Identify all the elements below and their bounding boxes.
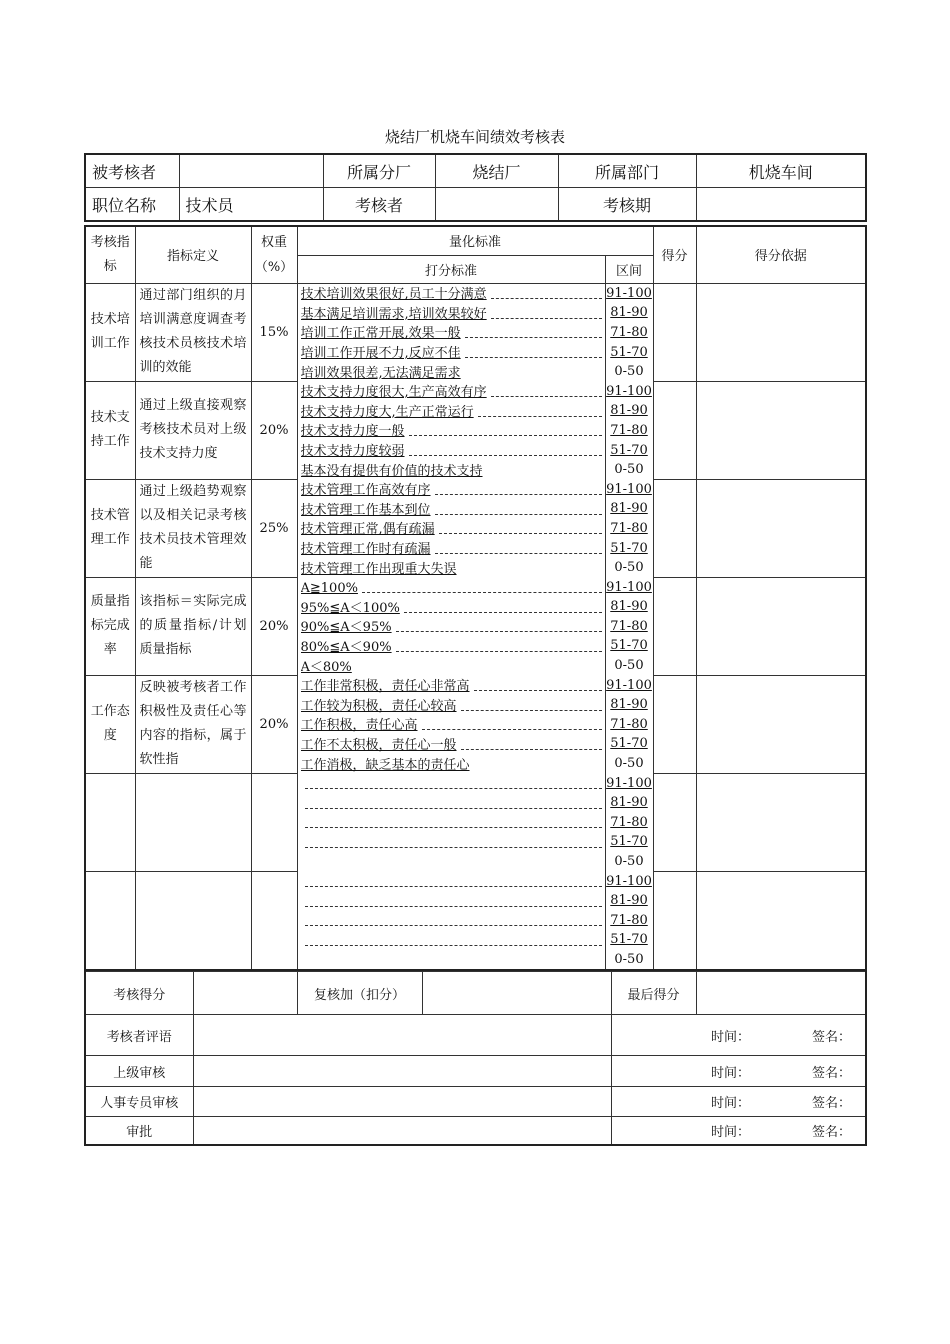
criteria-text: 技术培训效果很好,员工十分满意 [300, 287, 487, 303]
criteria-cell [297, 440, 605, 460]
criteria-cell [297, 715, 605, 735]
dashed-line [305, 906, 602, 907]
final-label: 最后得分 [611, 972, 696, 1015]
criteria-cell [297, 734, 605, 754]
range-cell [605, 930, 653, 950]
range-cell [605, 519, 653, 539]
dashed-line [305, 808, 602, 809]
criteria-text: 80%≦A＜90% [300, 639, 392, 655]
indicator-weight: 20% [251, 675, 297, 773]
range-text: 0-50 [614, 756, 644, 772]
indicator-name [85, 871, 135, 970]
review-field[interactable] [422, 972, 611, 1015]
time-label: 时间： [710, 1125, 750, 1141]
criteria-cell [297, 303, 605, 323]
indicator-name [85, 773, 135, 871]
range-cell [605, 715, 653, 735]
criteria-text: 基本没有提供有价值的技术支持 [300, 463, 483, 479]
criteria-cell [297, 636, 605, 656]
criteria-text: 工作消极，缺乏基本的责任心 [300, 757, 470, 773]
position-value[interactable]: 技术员 [179, 188, 323, 222]
dept-value[interactable]: 机烧车间 [696, 154, 866, 188]
period-label: 考核期 [558, 188, 696, 222]
header-range: 区间 [605, 255, 653, 283]
score-field[interactable] [653, 479, 696, 577]
criteria-text: 工作非常积极，责任心非常高 [300, 679, 470, 695]
dashed-line [305, 847, 602, 848]
criteria-cell [297, 695, 605, 715]
range-text: 51-70 [610, 834, 648, 850]
indicator-weight [251, 773, 297, 871]
dashed-line [362, 592, 602, 593]
criteria-text: 工作积极，责任心高 [300, 718, 418, 734]
range-cell [605, 421, 653, 441]
range-cell [605, 303, 653, 323]
header-indicator: 考核指标 [85, 226, 135, 283]
page-title: 烧结厂机烧车间绩效考核表 [384, 128, 565, 146]
range-cell [605, 499, 653, 519]
indicator-weight: 25% [251, 479, 297, 577]
criteria-cell [297, 871, 605, 891]
range-text: 0-50 [614, 854, 644, 870]
range-cell [605, 950, 653, 971]
indicator-definition: 通过部门组织的月培训满意度调查考核技术员核技术培训的效能 [135, 283, 251, 381]
score-field[interactable] [653, 675, 696, 773]
range-cell [605, 773, 653, 793]
approval-label: 人事专员审核 [85, 1087, 193, 1117]
range-text: 81-90 [610, 403, 648, 419]
criteria-text: 技术支持力度较弱 [300, 444, 405, 460]
range-text: 91-100 [606, 873, 652, 889]
range-text: 81-90 [610, 697, 648, 713]
criteria-cell [297, 342, 605, 362]
criteria-text: 技术支持力度大,生产正常运行 [300, 404, 474, 420]
range-text: 51-70 [610, 932, 648, 948]
dashed-line [305, 788, 602, 789]
time-label: 时间： [710, 1029, 750, 1045]
info-table [84, 153, 867, 222]
range-cell [605, 656, 653, 676]
range-text: 51-70 [610, 638, 648, 654]
dashed-line [409, 435, 602, 436]
range-text: 71-80 [610, 912, 648, 928]
branch-label: 所属分厂 [323, 154, 435, 188]
criteria-cell [297, 891, 605, 911]
criteria-cell [297, 754, 605, 774]
dashed-line [465, 337, 602, 338]
dashed-line [439, 533, 602, 534]
dashed-line [435, 514, 602, 515]
basis-field[interactable] [696, 381, 866, 479]
criteria-cell [297, 930, 605, 950]
dashed-line [305, 945, 602, 946]
criteria-text: 技术管理工作高效有序 [300, 483, 431, 499]
range-text: 91-100 [606, 383, 652, 399]
basis-field[interactable] [696, 283, 866, 381]
basis-field[interactable] [696, 479, 866, 577]
criteria-text: 95%≦A＜100% [300, 600, 400, 616]
range-cell [605, 793, 653, 813]
criteria-text: A≧100% [300, 581, 358, 597]
range-text: 71-80 [610, 422, 648, 438]
indicator-definition [135, 871, 251, 970]
criteria-cell [297, 852, 605, 872]
criteria-text: 技术管理工作时有疏漏 [300, 542, 431, 558]
criteria-cell [297, 950, 605, 971]
criteria-cell [297, 656, 605, 676]
range-cell [605, 734, 653, 754]
approval-field[interactable] [193, 1087, 611, 1117]
dashed-line [491, 298, 602, 299]
criteria-cell [297, 323, 605, 343]
branch-value[interactable]: 烧结厂 [435, 154, 558, 188]
range-text: 0-50 [614, 658, 644, 674]
score-field[interactable] [653, 871, 696, 970]
range-cell [605, 362, 653, 382]
header-score: 得分 [653, 226, 696, 283]
examiner-label: 考核者 [323, 188, 435, 222]
dashed-line [461, 710, 602, 711]
range-cell [605, 381, 653, 401]
indicator-name: 质量指标完成率 [85, 577, 135, 675]
dashed-line [305, 925, 602, 926]
approval-field[interactable] [193, 1117, 611, 1145]
range-text: 91-100 [606, 677, 652, 693]
criteria-cell [297, 911, 605, 931]
basis-field[interactable] [696, 773, 866, 871]
criteria-text: 技术管理正常,偶有疏漏 [300, 522, 435, 538]
criteria-cell [297, 401, 605, 421]
criteria-text: 90%≦A＜95% [300, 620, 392, 636]
assessment-table [84, 225, 867, 971]
criteria-text: 技术支持力度很大,生产高效有序 [300, 385, 487, 401]
approval-label: 上级审核 [85, 1056, 193, 1087]
range-text: 81-90 [610, 501, 648, 517]
criteria-text: 技术支持力度一般 [300, 424, 405, 440]
criteria-cell [297, 832, 605, 852]
score-field[interactable] [653, 773, 696, 871]
indicator-name: 技术支持工作 [85, 381, 135, 479]
range-text: 91-100 [606, 775, 652, 791]
range-cell [605, 636, 653, 656]
dashed-line [305, 827, 602, 828]
approval-field[interactable] [193, 1056, 611, 1087]
sign-label: 签名： [811, 1096, 851, 1112]
range-cell [605, 754, 653, 774]
dashed-line [409, 455, 602, 456]
range-text: 91-100 [606, 579, 652, 595]
range-text: 81-90 [610, 599, 648, 615]
range-cell [605, 283, 653, 303]
criteria-cell [297, 460, 605, 480]
range-text: 51-70 [610, 540, 648, 556]
header-quant: 量化标准 [297, 226, 653, 255]
score-field[interactable] [653, 283, 696, 381]
dashed-line [422, 729, 602, 730]
range-cell [605, 695, 653, 715]
range-cell [605, 891, 653, 911]
approval-label: 审批 [85, 1117, 193, 1145]
criteria-cell [297, 675, 605, 695]
range-text: 81-90 [610, 893, 648, 909]
review-label: 复核加（扣分） [297, 972, 422, 1015]
range-text: 91-100 [606, 285, 652, 301]
range-cell [605, 675, 653, 695]
sign-label: 签名： [811, 1125, 851, 1141]
approval-label: 考核者评语 [85, 1015, 193, 1056]
basis-field[interactable] [696, 577, 866, 675]
criteria-row [85, 675, 866, 695]
dashed-line [491, 396, 602, 397]
dashed-line [461, 749, 602, 750]
range-cell [605, 460, 653, 480]
range-cell [605, 813, 653, 833]
time-label: 时间： [710, 1096, 750, 1112]
header-criteria: 打分标准 [297, 255, 605, 283]
indicator-weight: 20% [251, 381, 297, 479]
criteria-text: 培训效果很差,无法满足需求 [300, 365, 461, 381]
criteria-cell [297, 381, 605, 401]
range-text: 81-90 [610, 305, 648, 321]
indicator-weight: 15% [251, 283, 297, 381]
range-text: 0-50 [614, 462, 644, 478]
dashed-line [465, 357, 602, 358]
criteria-text: 工作较为积极，责任心较高 [300, 698, 457, 714]
range-cell [605, 323, 653, 343]
range-text: 71-80 [610, 814, 648, 830]
criteria-row [85, 479, 866, 499]
basis-field[interactable] [696, 871, 866, 970]
header-weight: 权重（%） [251, 226, 297, 283]
indicator-weight: 20% [251, 577, 297, 675]
range-cell [605, 871, 653, 891]
criteria-cell [297, 283, 605, 303]
criteria-cell [297, 773, 605, 793]
range-text: 71-80 [610, 716, 648, 732]
range-cell [605, 538, 653, 558]
criteria-cell [297, 479, 605, 499]
criteria-row [85, 871, 866, 891]
form-tables [84, 153, 865, 1146]
examiner-field[interactable] [435, 188, 558, 222]
range-cell [605, 577, 653, 597]
range-cell [605, 342, 653, 362]
criteria-cell [297, 421, 605, 441]
indicator-weight [251, 871, 297, 970]
score-field[interactable] [653, 577, 696, 675]
indicator-definition [135, 773, 251, 871]
dashed-line [491, 318, 602, 319]
criteria-cell [297, 813, 605, 833]
range-cell [605, 617, 653, 637]
position-label: 职位名称 [85, 188, 179, 222]
criteria-row [85, 283, 866, 303]
criteria-cell [297, 793, 605, 813]
range-text: 71-80 [610, 324, 648, 340]
sign-label: 签名： [811, 1065, 851, 1081]
dashed-line [404, 612, 602, 613]
sign-label: 签名： [811, 1029, 851, 1045]
range-cell [605, 479, 653, 499]
score-field[interactable] [653, 381, 696, 479]
range-text: 71-80 [610, 520, 648, 536]
criteria-cell [297, 617, 605, 637]
criteria-cell [297, 519, 605, 539]
range-cell [605, 440, 653, 460]
criteria-cell [297, 362, 605, 382]
range-text: 51-70 [610, 736, 648, 752]
criteria-row [85, 577, 866, 597]
criteria-cell [297, 597, 605, 617]
range-cell [605, 911, 653, 931]
criteria-row [85, 773, 866, 793]
time-label: 时间： [710, 1065, 750, 1081]
criteria-text: 培训工作开展不力,反应不佳 [300, 346, 461, 362]
range-text: 51-70 [610, 442, 648, 458]
range-text: 71-80 [610, 618, 648, 634]
criteria-cell [297, 558, 605, 578]
header-definition: 指标定义 [135, 226, 251, 283]
criteria-text: 基本满足培训需求,培训效果较好 [300, 306, 487, 322]
range-cell [605, 852, 653, 872]
period-field[interactable] [696, 188, 866, 222]
range-text: 91-100 [606, 481, 652, 497]
criteria-cell [297, 577, 605, 597]
indicator-definition: 反映被考核者工作积极性及责任心等内容的指标，属于软性指 [135, 675, 251, 773]
indicator-name: 工作态度 [85, 675, 135, 773]
basis-field[interactable] [696, 675, 866, 773]
dept-label: 所属部门 [558, 154, 696, 188]
criteria-text: 培训工作正常开展,效果一般 [300, 326, 461, 342]
indicator-definition: 通过上级直接观察考核技术员对上级技术支持力度 [135, 381, 251, 479]
dashed-line [396, 651, 602, 652]
examinee-label: 被考核者 [85, 154, 179, 188]
criteria-text: 工作不太积极，责任心一般 [300, 737, 457, 753]
range-text: 0-50 [614, 364, 644, 380]
range-text: 51-70 [610, 344, 648, 360]
final-field[interactable] [696, 972, 866, 1015]
dashed-line [396, 631, 602, 632]
range-cell [605, 832, 653, 852]
dashed-line [435, 494, 602, 495]
dashed-line [435, 553, 602, 554]
indicator-name: 技术管理工作 [85, 479, 135, 577]
range-text: 0-50 [614, 560, 644, 576]
criteria-cell [297, 538, 605, 558]
approval-field[interactable] [193, 1015, 611, 1056]
range-cell [605, 401, 653, 421]
dashed-line [478, 416, 602, 417]
indicator-definition: 该指标＝实际完成的质量指标/计划质量指标 [135, 577, 251, 675]
dashed-line [305, 886, 602, 887]
indicator-definition: 通过上级趋势观察以及相关记录考核技术员技术管理效能 [135, 479, 251, 577]
criteria-row [85, 381, 866, 401]
footer-table [84, 971, 867, 1146]
indicator-name: 技术培训工作 [85, 283, 135, 381]
criteria-text: 技术管理工作出现重大失误 [300, 561, 457, 577]
header-basis: 得分依据 [696, 226, 866, 283]
criteria-text: A＜80% [300, 659, 352, 675]
criteria-text: 技术管理工作基本到位 [300, 502, 431, 518]
score-field[interactable] [193, 972, 297, 1015]
dashed-line [474, 690, 602, 691]
score-label: 考核得分 [85, 972, 193, 1015]
range-text: 81-90 [610, 795, 648, 811]
range-cell [605, 558, 653, 578]
criteria-cell [297, 499, 605, 519]
range-cell [605, 597, 653, 617]
examinee-field[interactable] [179, 154, 323, 188]
range-text: 0-50 [614, 951, 644, 967]
